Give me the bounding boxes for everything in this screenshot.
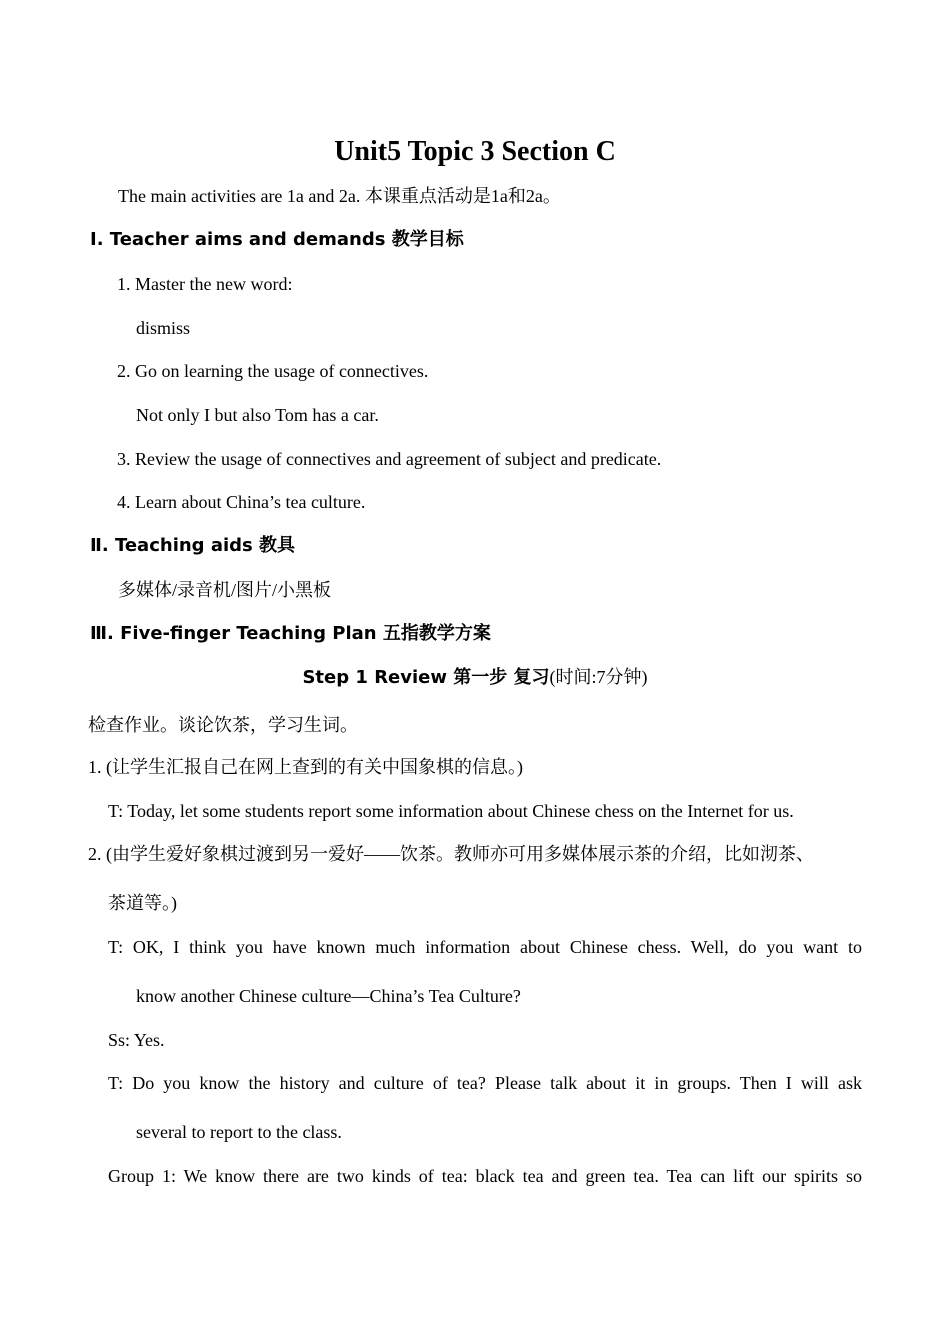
- teacher-line-2a: T: OK, I think you have known much information about Chinese chess. Well, do you want to: [108, 937, 862, 957]
- teacher-line-1: T: Today, let some students report some information about Chinese chess on the Internet for us.: [108, 801, 794, 821]
- paragraph-2-line-1: 2. (由学生爱好象棋过渡到另一爱好——饮茶。教师亦可用多媒体展示茶的介绍，比如沏茶、: [88, 844, 814, 864]
- paragraph-2-line-2: 茶道等。): [108, 893, 177, 913]
- section-heading-plan: Ⅲ. Five-finger Teaching Plan 五指教学方案: [90, 623, 491, 644]
- intro-text: The main activities are 1a and 2a. 本课重点活动是1a和2a。: [118, 186, 561, 206]
- section-heading-aids: Ⅱ. Teaching aids 教具: [90, 535, 296, 556]
- aim-item-1: 1. Master the new word:: [117, 274, 293, 294]
- aim-item-2-example: Not only I but also Tom has a car.: [136, 405, 379, 425]
- check-homework-text: 检查作业。谈论饮茶，学习生词。: [88, 715, 358, 735]
- paragraph-1: 1. (让学生汇报自己在网上查到的有关中国象棋的信息。): [88, 757, 523, 777]
- aim-item-1-word: dismiss: [136, 318, 191, 338]
- section-heading-aims: Ⅰ. Teacher aims and demands 教学目标: [90, 229, 464, 250]
- teacher-line-3a: T: Do you know the history and culture of tea? Please talk about it in groups. Then I will ask: [108, 1073, 862, 1093]
- teaching-aids-list: 多媒体/录音机/图片/小黑板: [118, 580, 332, 600]
- teacher-line-2b: know another Chinese culture—China’s Tea Culture?: [136, 986, 521, 1006]
- step-heading: [0, 666, 950, 689]
- group-1-line: Group 1: We know there are two kinds of tea: black tea and green tea. Tea can lift our spirits so: [108, 1166, 862, 1186]
- aim-item-2: 2. Go on learning the usage of connectives.: [117, 361, 429, 381]
- step-label: Step 1 Review 第一步 复习: [302, 667, 550, 688]
- students-reply: Ss: Yes.: [108, 1030, 165, 1050]
- page-title: Unit5 Topic 3 Section C: [334, 136, 616, 167]
- aim-item-3: 3. Review the usage of connectives and agreement of subject and predicate.: [117, 449, 662, 469]
- step-time: (时间:7分钟): [549, 667, 648, 687]
- aim-item-4: 4. Learn about China’s tea culture.: [117, 492, 366, 512]
- teacher-line-3b: several to report to the class.: [136, 1122, 342, 1142]
